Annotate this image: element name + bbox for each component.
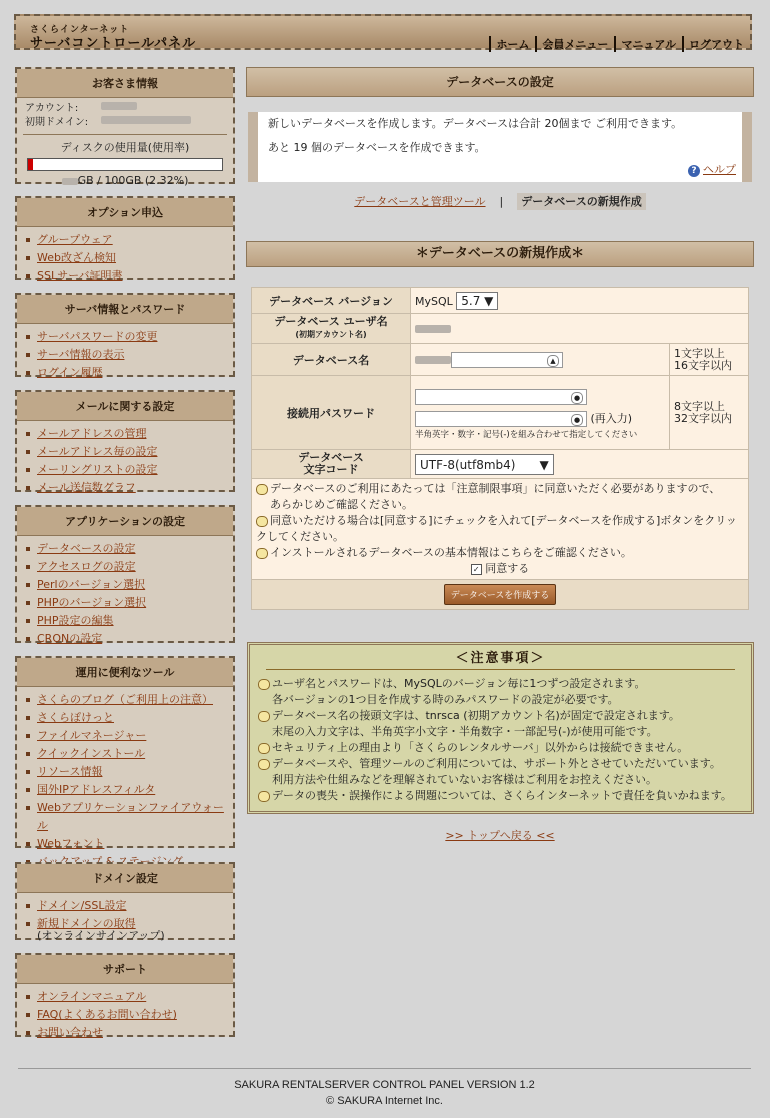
caution-text: ユーザ名とパスワードは、MySQLのバージョン毎に1つずつ設定されます。 bbox=[272, 677, 646, 690]
user-label: データベース ユーザ名 bbox=[274, 315, 388, 328]
sidebar-item-faq[interactable]: FAQ(よくあるお問い合わせ) bbox=[37, 1008, 177, 1021]
nav-logout[interactable]: ログアウト bbox=[682, 36, 744, 52]
section-title: サポート bbox=[17, 955, 233, 984]
note-3: インストールされるデータベースの基本情報はこちらをご確認ください。 bbox=[270, 546, 632, 559]
name-hint-2: 16文字以内 bbox=[674, 358, 732, 372]
caution-icon bbox=[258, 743, 270, 754]
help-icon: ? bbox=[688, 165, 700, 177]
header bbox=[14, 14, 752, 50]
sidebar-item-new-domain[interactable]: 新規ドメインの取得 bbox=[37, 917, 136, 930]
disk-used-value bbox=[62, 178, 78, 185]
section-title-new: ＊データベースの新規作成＊ bbox=[246, 241, 754, 267]
charset-label-2: 文字コード bbox=[303, 463, 359, 476]
password-confirm-input[interactable] bbox=[415, 411, 587, 427]
info-box bbox=[248, 112, 752, 182]
top-nav bbox=[489, 36, 744, 52]
note-icon bbox=[256, 548, 268, 559]
tab-db-new[interactable]: データベースの新規作成 bbox=[517, 193, 645, 210]
pw-hint-1: 8文字以上 bbox=[674, 399, 725, 413]
password-reenter-label: (再入力) bbox=[590, 411, 633, 425]
caution-item-cont bbox=[258, 772, 743, 788]
sidebar-item-mailing-list[interactable]: メーリングリストの設定 bbox=[37, 463, 158, 476]
password-note: 半角英字・数字・記号(-)を組み合わせて指定してください bbox=[415, 429, 638, 440]
sidebar-item-mail-graph[interactable]: メール送信数グラフ bbox=[37, 481, 136, 494]
disk-usage-text: GB / 100GB (2.32%) bbox=[77, 174, 189, 187]
charset-label-1: データベース bbox=[298, 451, 364, 464]
sidebar-item-file-manager[interactable]: ファイルマネージャー bbox=[37, 729, 147, 742]
caution-icon bbox=[258, 791, 270, 802]
sidebar-item-webfont[interactable]: Webフォント bbox=[37, 837, 105, 850]
caution-item bbox=[258, 676, 743, 692]
caution-box bbox=[247, 642, 754, 814]
note-1: データベースのご利用にあたっては「注意制限事項」に同意いただく必要がありますので、 bbox=[270, 482, 721, 495]
account-label: アカウント: bbox=[25, 103, 79, 114]
sidebar-item-online-manual[interactable]: オンラインマニュアル bbox=[37, 990, 147, 1003]
sidebar-item-server-info[interactable]: サーバ情報の表示 bbox=[37, 348, 125, 361]
caution-icon bbox=[258, 679, 270, 690]
sidebar-item-contact[interactable]: お問い合わせ bbox=[37, 1026, 103, 1039]
create-database-button[interactable]: データベースを作成する bbox=[444, 584, 557, 605]
sidebar-item-ip-filter[interactable]: 国外IPアドレスフィルタ bbox=[37, 783, 156, 796]
agreement-notes bbox=[252, 479, 749, 580]
sidebar-section-server bbox=[15, 293, 235, 377]
note-2: 同意いただける場合は[同意する]にチェックを入れて[データベースを作成する]ボタンをクリックしてください。 bbox=[256, 514, 737, 543]
sidebar-item-blog[interactable]: さくらのブログ（ご利用上の注意） bbox=[37, 693, 213, 706]
sidebar-section-apps bbox=[15, 505, 235, 643]
account-box bbox=[15, 67, 235, 187]
section-title: ドメイン設定 bbox=[17, 864, 233, 893]
footer bbox=[18, 1068, 751, 1109]
password-label: 接続用パスワード bbox=[252, 376, 411, 450]
sidebar-item-ssl-cert[interactable]: SSLサーバ証明書 bbox=[37, 269, 123, 282]
caution-text: 末尾の入力文字は、半角英字小文字・半角数字・一部記号(-)が使用可能です。 bbox=[272, 725, 658, 738]
note-1b: あらかじめご確認ください。 bbox=[270, 498, 413, 511]
pw-hint-2: 32文字以内 bbox=[674, 411, 732, 425]
section-title: メールに関する設定 bbox=[17, 392, 233, 421]
sidebar-item-access-log[interactable]: アクセスログの設定 bbox=[37, 560, 136, 573]
nav-manual[interactable]: マニュアル bbox=[614, 36, 676, 52]
version-label: データベース バージョン bbox=[252, 288, 411, 314]
account-title: お客さま情報 bbox=[17, 69, 233, 98]
sidebar-item-quick-install[interactable]: クイックインストール bbox=[37, 747, 146, 760]
tab-db-manage[interactable]: データベースと管理ツール bbox=[354, 195, 486, 208]
caution-item bbox=[258, 708, 743, 724]
disk-bar bbox=[27, 158, 223, 171]
caution-text: データベースや、管理ツールのご利用については、サポート外とさせていただいています。 bbox=[272, 757, 721, 770]
new-domain-note: (オンラインサインアップ) bbox=[37, 929, 165, 942]
domain-value bbox=[101, 116, 191, 124]
password-confirm-eye-icon: ● bbox=[571, 414, 583, 426]
sidebar-item-database[interactable]: データベースの設定 bbox=[37, 542, 136, 555]
domain-label: 初期ドメイン: bbox=[25, 117, 89, 128]
password-eye-icon: ● bbox=[571, 392, 583, 404]
section-title: オプション申込 bbox=[17, 198, 233, 227]
name-hint-1: 1文字以上 bbox=[674, 346, 725, 360]
agree-label: 同意する bbox=[485, 562, 530, 575]
sidebar-item-cron[interactable]: CRONの設定 bbox=[37, 632, 103, 645]
caution-item bbox=[258, 788, 743, 804]
caution-text: セキュリティ上の理由より「さくらのレンタルサーバ」以外からは接続できません。 bbox=[272, 741, 689, 754]
user-sublabel: (初期アカウント名) bbox=[295, 330, 367, 339]
note-icon bbox=[256, 516, 268, 527]
back-to-top-link[interactable]: >> トップへ戻る << bbox=[445, 829, 555, 842]
tab-separator: | bbox=[499, 195, 504, 208]
help-link[interactable] bbox=[688, 158, 736, 182]
caution-icon bbox=[258, 711, 270, 722]
sidebar-item-groupware[interactable]: グループウェア bbox=[37, 233, 113, 246]
sidebar-item-mail-settings[interactable]: メールアドレス毎の設定 bbox=[37, 445, 158, 458]
sidebar-item-domain-ssl[interactable]: ドメイン/SSL設定 bbox=[37, 899, 127, 912]
disk-usage bbox=[23, 134, 227, 191]
user-value bbox=[415, 325, 451, 333]
section-title: アプリケーションの設定 bbox=[17, 507, 233, 536]
account-value bbox=[101, 102, 137, 110]
caution-text: データベース名の接頭文字は、tnrsca (初期アカウント名)が固定で設定されます。 bbox=[272, 709, 680, 722]
logo-small: さくらインターネット bbox=[30, 25, 130, 35]
sidebar-item-login-history[interactable]: ログイン履歴 bbox=[37, 366, 103, 379]
logo-main[interactable]: サーバコントロールパネル bbox=[30, 36, 197, 51]
agree-checkbox[interactable]: ✓ bbox=[471, 564, 482, 575]
info-line-2: あと 19 個のデータベースを作成できます。 bbox=[268, 141, 486, 154]
sidebar-item-perl[interactable]: Perlのバージョン選択 bbox=[37, 578, 146, 591]
key-icon: ▲ bbox=[547, 355, 559, 367]
caution-icon bbox=[258, 759, 270, 770]
info-line-1: 新しいデータベースを作成します。データベースは合計 20個まで ご利用できます。 bbox=[268, 117, 683, 130]
password-input[interactable] bbox=[415, 389, 587, 405]
sidebar-section-options bbox=[15, 196, 235, 280]
db-create-form bbox=[251, 287, 749, 610]
db-name-input[interactable] bbox=[451, 352, 563, 368]
sidebar-section-support bbox=[15, 953, 235, 1037]
footer-version: SAKURA RENTALSERVER CONTROL PANEL VERSION 1.2 bbox=[234, 1079, 535, 1091]
sidebar-item-php-version[interactable]: PHPのバージョン選択 bbox=[37, 596, 147, 609]
charset-select[interactable]: UTF-8(utf8mb4) ▼ bbox=[415, 454, 554, 475]
sidebar-section-mail bbox=[15, 390, 235, 492]
mysql-label: MySQL bbox=[415, 294, 453, 308]
caution-list bbox=[258, 676, 743, 804]
caution-text: 各バージョンの1つ目を作成する時のみパスワードの設定が必要です。 bbox=[272, 693, 619, 706]
sidebar-section-domain bbox=[15, 862, 235, 940]
help-label[interactable]: ヘルプ bbox=[703, 163, 736, 176]
caution-item bbox=[258, 740, 743, 756]
name-prefix bbox=[415, 356, 451, 364]
sidebar-item-password[interactable]: サーバパスワードの変更 bbox=[37, 330, 158, 343]
note-icon bbox=[256, 484, 268, 495]
nav-member-menu[interactable]: 会員メニュー bbox=[535, 36, 608, 52]
sidebar-item-pocket[interactable]: さくらぽけっと bbox=[37, 711, 114, 724]
caution-text: データの喪失・誤操作による問題については、さくらインターネットで責任を負いかねます。 bbox=[272, 789, 732, 802]
caution-title: ＜注意事項＞ bbox=[266, 651, 735, 670]
caution-item bbox=[258, 756, 743, 772]
section-title: サーバ情報とパスワード bbox=[17, 295, 233, 324]
disk-bar-fill bbox=[28, 159, 33, 170]
sidebar-item-resource[interactable]: リソース情報 bbox=[37, 765, 103, 778]
section-title: 運用に便利なツール bbox=[17, 658, 233, 687]
page-title: データベースの設定 bbox=[246, 67, 754, 97]
name-label: データベース名 bbox=[252, 344, 411, 376]
sidebar-item-waf[interactable]: Webアプリケーションファイアウォール bbox=[37, 801, 224, 832]
version-select[interactable]: 5.7 ▼ bbox=[456, 292, 498, 310]
footer-copyright: © SAKURA Internet Inc. bbox=[326, 1095, 443, 1107]
caution-text: 利用方法や仕組みなどを理解されていないお客様はご利用をお控えください。 bbox=[272, 773, 657, 786]
sub-tabs bbox=[246, 193, 754, 209]
caution-item-cont bbox=[258, 724, 743, 740]
sidebar-item-mail-address[interactable]: メールアドレスの管理 bbox=[37, 427, 147, 440]
caution-item-cont bbox=[258, 692, 743, 708]
disk-label: ディスクの使用量(使用率) bbox=[60, 141, 190, 154]
nav-home[interactable]: ホーム bbox=[489, 36, 529, 52]
sidebar-section-tools bbox=[15, 656, 235, 848]
sidebar-item-web-tamper[interactable]: Web改ざん検知 bbox=[37, 251, 116, 264]
sidebar-item-php-settings[interactable]: PHP設定の編集 bbox=[37, 614, 114, 627]
